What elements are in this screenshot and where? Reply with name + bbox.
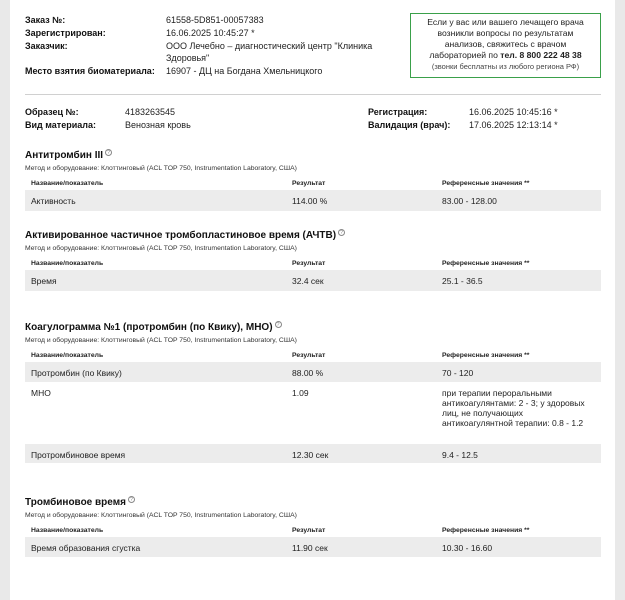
method-text: Метод и оборудование: Клоттинговый (ACL TOP 750, Instrumentation Laboratory, США) [25,165,297,172]
contact-line-4 [411,50,600,61]
registration-row [368,106,558,119]
column-result-header: Результат [292,527,326,534]
table-header [25,256,601,270]
customer-row [25,40,405,64]
table-row [25,190,601,211]
registration-value: 16.06.2025 10:45:16 * [469,107,558,117]
validation-label: Валидация (врач): [368,119,451,130]
section-antithrombin [25,149,601,211]
column-reference-header: Референсные значения ** [442,260,530,267]
contact-note: (звонки бесплатны из любого региона РФ) [431,62,580,71]
lab-report-page [10,0,615,600]
section-thrombin-time [25,496,601,557]
section-coagulogram [25,321,601,463]
table-header [25,523,601,537]
table-row [25,362,601,382]
contact-line-2: возникли вопросы по результатам [437,28,574,38]
info-icon[interactable]: ? [129,497,133,503]
row-reference: 70 - 120 [442,368,474,378]
sample-number-label: Образец №: [25,107,79,117]
contact-line-3: анализов, свяжитесь с врачом [444,39,567,49]
section-title [25,496,601,509]
section-aptt [25,229,601,291]
column-reference-header: Референсные значения ** [442,527,530,534]
row-result: 12.30 сек [292,450,329,460]
section-title [25,149,601,162]
column-result-header: Результат [292,260,326,267]
order-number-label: Заказ №: [25,15,66,25]
section-title-text: Тромбиновое время [25,497,126,508]
row-name: МНО [31,388,51,398]
column-name-header: Название/показатель [31,260,104,267]
section-title-text: Коагулограмма №1 (протромбин (по Квику), МНО) [25,322,273,333]
info-icon[interactable]: ? [340,230,344,236]
row-result: 32.4 сек [292,276,324,286]
material-row [25,119,191,132]
contact-line-4-prefix: лабораторией по [429,50,498,60]
registered-row [25,27,405,39]
column-name-header: Название/показатель [31,352,104,359]
row-reference: 9.4 - 12.5 [442,450,478,460]
column-reference-header: Референсные значения ** [442,352,530,359]
header-divider [25,94,601,95]
customer-value: ООО Лечебно – диагностический центр "Клиника Здоровья" [166,41,373,63]
collection-place-label: Место взятия биоматериала: [25,66,155,76]
section-title [25,321,601,334]
contact-box [410,13,601,78]
table-header [25,176,601,190]
contact-line-1: Если у вас или вашего лечащего врача [427,17,584,27]
column-reference-header: Референсные значения ** [442,180,530,187]
method-text: Метод и оборудование: Клоттинговый (ACL TOP 750, Instrumentation Laboratory, США) [25,245,297,252]
info-icon[interactable]: ? [276,322,280,328]
info-icon[interactable]: ? [107,150,111,156]
row-reference: 10.30 - 16.60 [442,543,493,553]
material-value: Венозная кровь [125,119,191,130]
sample-info-right [368,106,558,131]
row-result: 1.09 [292,388,309,398]
row-name: Протромбин (по Квику) [31,368,122,378]
collection-place-value: 16907 - ДЦ на Богдана Хмельницкого [166,66,323,76]
order-header [25,14,405,78]
registration-label: Регистрация: [368,107,428,117]
row-name: Активность [31,196,76,206]
row-result: 88.00 % [292,368,324,378]
validation-value: 17.06.2025 12:13:14 * [469,119,558,130]
row-reference: при терапии пероральными антикоагулянтами: 2 - 3; у здоровых лиц, не получающих антикоагулянтной терапии: 0.8 - 1.2 [442,388,585,428]
validation-row [368,119,558,132]
row-name: Протромбиновое время [31,450,126,460]
contact-phone[interactable]: тел. 8 800 222 48 38 [500,50,582,60]
row-result: 114.00 % [292,196,328,206]
table-row [25,444,601,463]
row-name: Время образования сгустка [31,543,141,553]
registered-label: Зарегистрирован: [25,28,106,38]
customer-label: Заказчик: [25,41,68,51]
row-reference: 83.00 - 128.00 [442,196,497,206]
method-text: Метод и оборудование: Клоттинговый (ACL TOP 750, Instrumentation Laboratory, США) [25,512,297,519]
sample-number-value: 4183263545 [125,107,176,117]
table-row [25,270,601,291]
row-reference: 25.1 - 36.5 [442,276,483,286]
section-title [25,229,601,242]
column-result-header: Результат [292,180,326,187]
material-label: Вид материала: [25,119,96,130]
table-header [25,348,601,362]
table-row [25,382,601,444]
column-result-header: Результат [292,352,326,359]
section-title-text: Активированное частичное тромбопластиновое время (АЧТВ) [25,230,337,241]
row-name: Время [31,276,57,286]
column-name-header: Название/показатель [31,527,104,534]
column-name-header: Название/показатель [31,180,104,187]
collection-place-row [25,65,405,77]
method-text: Метод и оборудование: Клоттинговый (ACL TOP 750, Instrumentation Laboratory, США) [25,337,297,344]
registered-value: 16.06.2025 10:45:27 * [166,28,255,38]
sample-number-row [25,106,191,119]
section-title-text: Антитромбин III [25,150,104,161]
row-result: 11.90 сек [292,543,328,553]
table-row [25,537,601,557]
sample-info-left [25,106,191,131]
order-number-row [25,14,405,26]
order-number-value: 61558-5D851-00057383 [166,15,264,25]
